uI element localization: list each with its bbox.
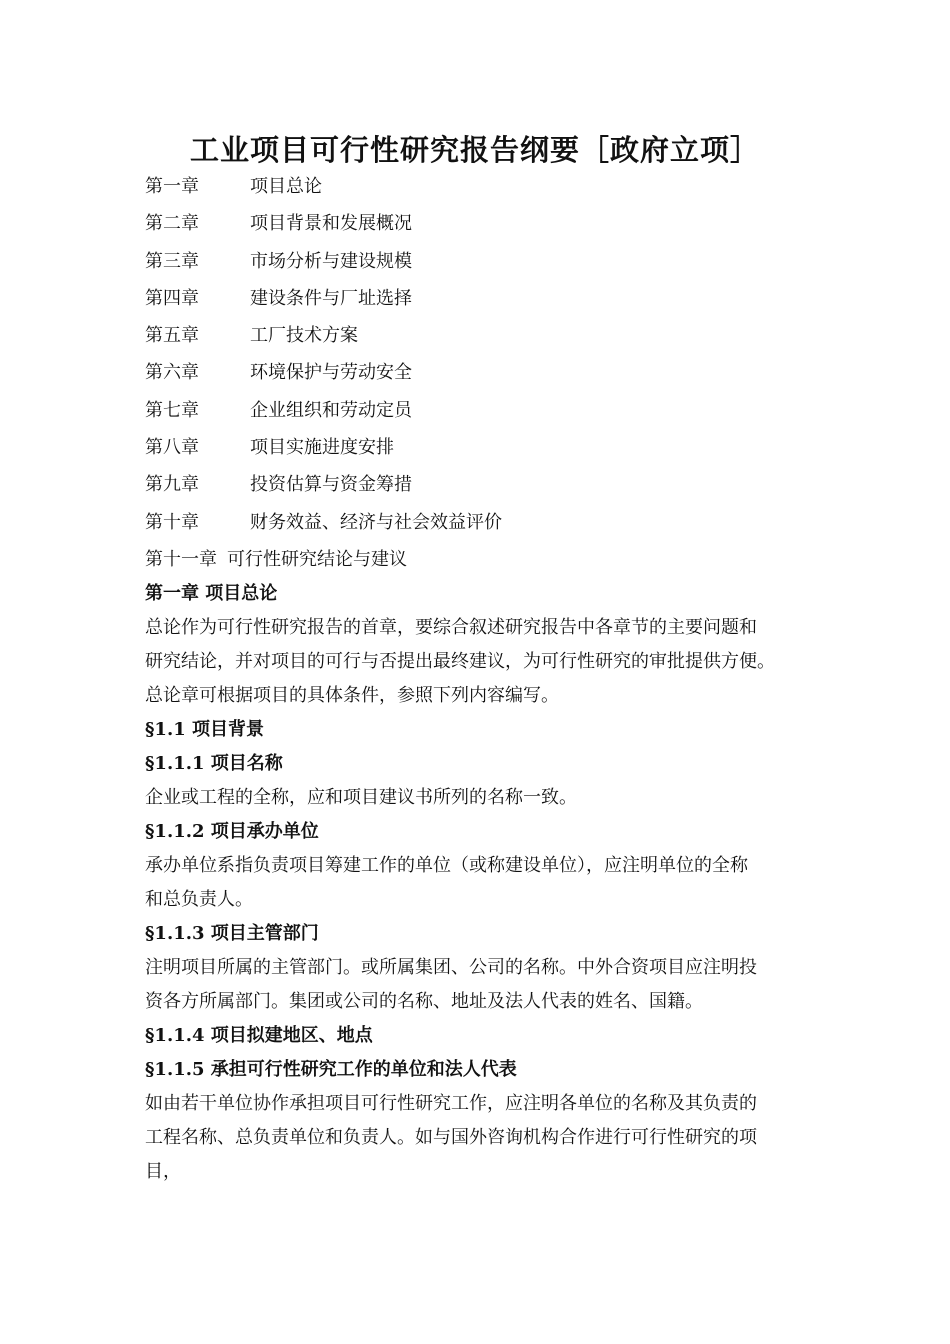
toc-item	[145, 354, 825, 391]
paragraph	[145, 1087, 825, 1189]
paragraph-line: 资各方所属部门。集团或公司的名称、地址及法人代表的姓名、国籍。	[145, 991, 703, 1012]
section-heading: §1.1.1 项目名称	[145, 753, 283, 774]
toc-name: 可行性研究结论与建议	[227, 548, 407, 570]
toc-name: 市场分析与建设规模	[250, 250, 412, 272]
paragraph-line: 总论章可根据项目的具体条件，参照下列内容编写。	[145, 685, 559, 706]
paragraph-line: 和总负责人。	[145, 889, 253, 910]
toc-chapter: 第五章	[145, 325, 199, 347]
toc-chapter: 第四章	[145, 287, 199, 309]
document-body	[145, 577, 825, 1189]
toc-name: 企业组织和劳动定员	[250, 399, 412, 421]
paragraph-line: 企业或工程的全称，应和项目建议书所列的名称一致。	[145, 787, 577, 808]
paragraph-line: 目，	[145, 1161, 181, 1182]
toc-chapter: 第三章	[145, 250, 199, 272]
toc-name: 投资估算与资金筹措	[250, 474, 412, 496]
paragraph-line: 注明项目所属的主管部门。或所属集团、公司的名称。中外合资项目应注明投	[145, 957, 757, 978]
toc-chapter: 第八章	[145, 437, 199, 459]
toc-item	[145, 541, 825, 578]
section-heading: §1.1.2 项目承办单位	[145, 821, 319, 842]
toc-chapter: 第十一章	[145, 548, 217, 570]
paragraph-line: 研究结论，并对项目的可行与否提出最终建议，为可行性研究的审批提供方便。	[145, 651, 775, 672]
toc-item	[145, 504, 825, 541]
paragraph-line: 如由若干单位协作承担项目可行性研究工作，应注明各单位的名称及其负责的	[145, 1093, 757, 1114]
toc-chapter: 第十章	[145, 511, 199, 533]
toc-name: 财务效益、经济与社会效益评价	[250, 511, 502, 533]
toc-chapter: 第六章	[145, 362, 199, 384]
paragraph-line: 承办单位系指负责项目筹建工作的单位（或称建设单位），应注明单位的全称	[145, 855, 748, 876]
toc-item	[145, 168, 825, 205]
toc-name: 工厂技术方案	[250, 325, 358, 347]
toc-name: 环境保护与劳动安全	[250, 362, 412, 384]
paragraph-line: 工程名称、总负责单位和负责人。如与国外咨询机构合作进行可行性研究的项	[145, 1127, 757, 1148]
paragraph	[145, 781, 825, 815]
toc-chapter: 第一章	[145, 176, 199, 197]
section-heading: 第一章 项目总论	[145, 583, 278, 604]
section-heading: §1.1.4 项目拟建地区、地点	[145, 1025, 373, 1046]
toc-chapter: 第二章	[145, 213, 199, 235]
toc-name: 项目总论	[250, 176, 322, 197]
toc-name: 建设条件与厂址选择	[250, 287, 412, 309]
table-of-contents	[145, 168, 825, 578]
section-heading: §1.1.3 项目主管部门	[145, 923, 319, 944]
section-heading: §1.1.5 承担可行性研究工作的单位和法人代表	[145, 1059, 517, 1080]
toc-name: 项目实施进度安排	[250, 437, 394, 459]
toc-item	[145, 205, 825, 242]
paragraph	[145, 951, 825, 1019]
toc-item	[145, 466, 825, 503]
toc-name: 项目背景和发展概况	[250, 213, 412, 235]
paragraph	[145, 849, 825, 917]
toc-item	[145, 392, 825, 429]
toc-item	[145, 280, 825, 317]
section-heading: §1.1 项目背景	[145, 719, 264, 740]
toc-chapter: 第七章	[145, 399, 199, 421]
document-title: 工业项目可行性研究报告纲要［政府立项］	[189, 133, 760, 167]
toc-item	[145, 317, 825, 354]
toc-item	[145, 243, 825, 280]
toc-chapter: 第九章	[145, 474, 199, 496]
toc-item	[145, 429, 825, 466]
paragraph	[145, 611, 825, 713]
paragraph-line: 总论作为可行性研究报告的首章，要综合叙述研究报告中各章节的主要问题和	[145, 617, 757, 638]
